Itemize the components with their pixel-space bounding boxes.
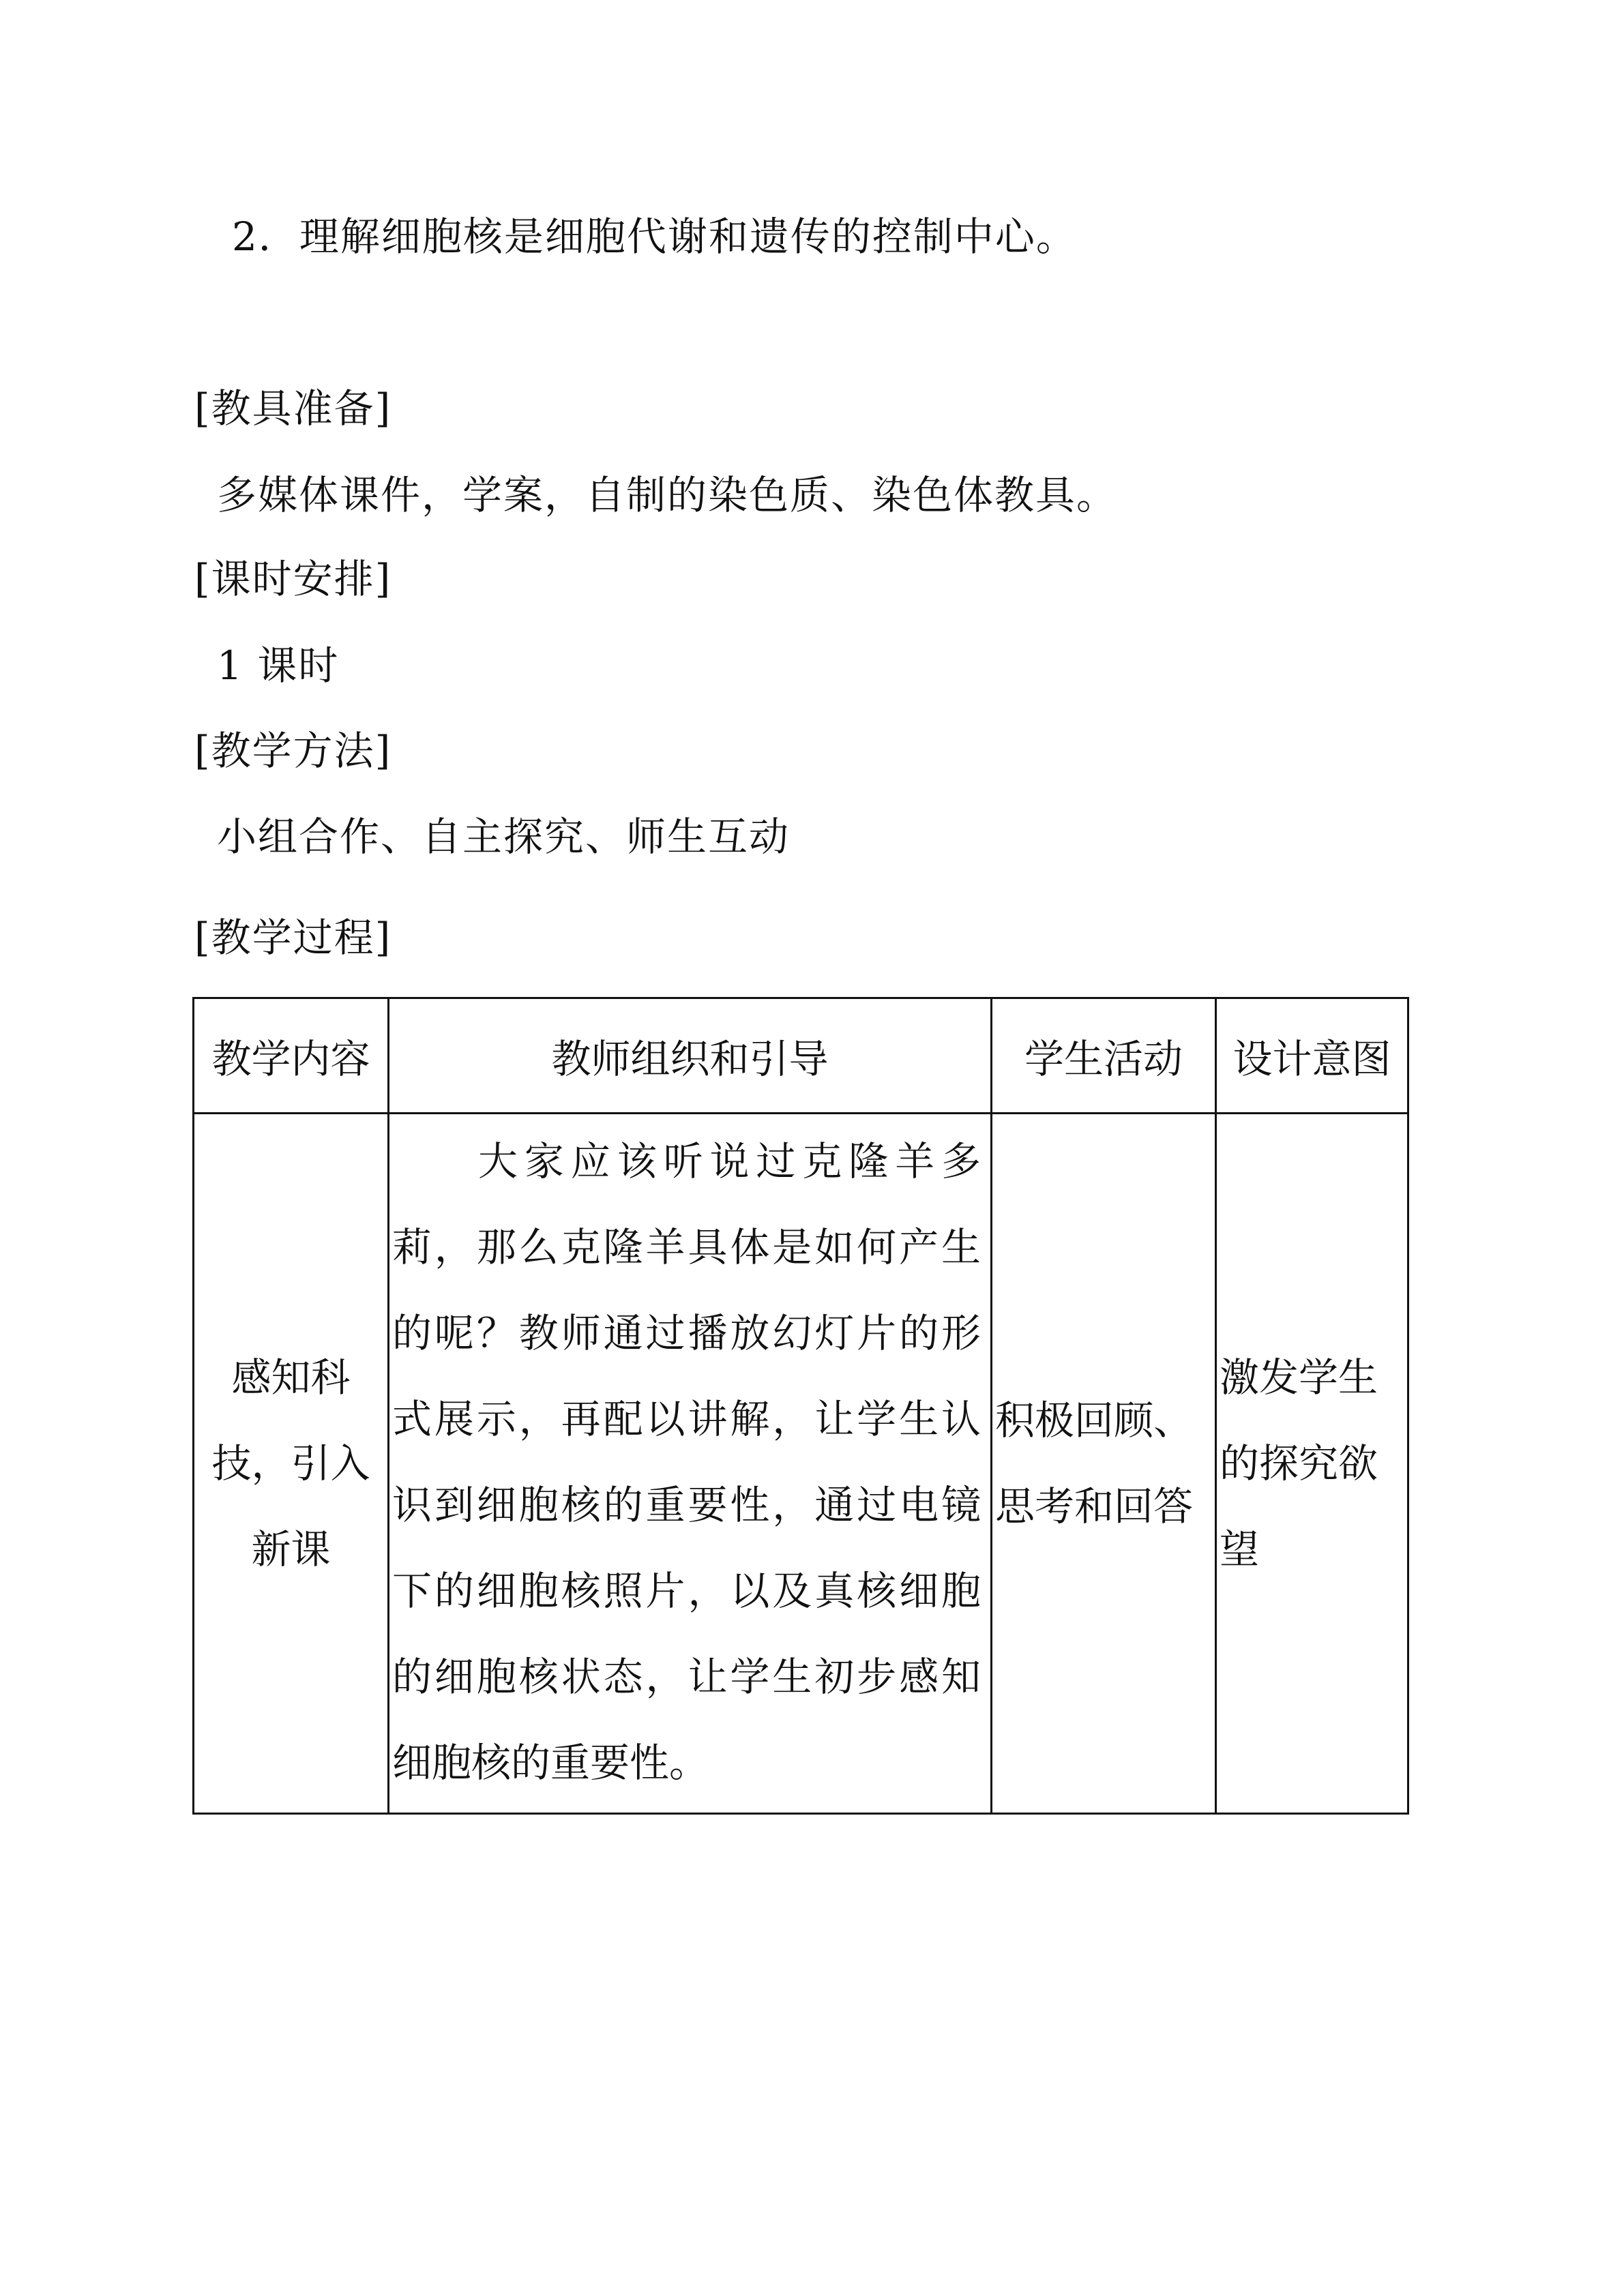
teacher-guidance-text: 大家应该听说过克隆羊多莉，那么克隆羊具体是如何产生的呢？教师通过播放幻灯片的形式展示，再配以讲解，让学生认识到细胞核的重要性，通过电镜下的细胞核照片，以及真核细胞的细胞核状态，让学生初步感知细胞核的重要性。 (392, 1138, 981, 1786)
header-design-intent: 设计意图 (1216, 998, 1408, 1114)
design-intent-text: 激发学生的探究欲望 (1220, 1354, 1378, 1572)
header-teaching-content: 教学内容 (194, 998, 389, 1114)
teaching-content-text: 感知科技，引入新课 (211, 1354, 370, 1572)
cell-student-activity (992, 1114, 1216, 1814)
learning-objective: 2．理解细胞核是细胞代谢和遗传的控制中心。 (232, 213, 1077, 260)
header-teacher-guidance: 教师组织和引导 (389, 998, 992, 1114)
teaching-process-table (192, 997, 1409, 1815)
cell-design-intent (1216, 1114, 1408, 1814)
heading-teaching-tools: [教具准备] (194, 385, 392, 432)
student-activity-text: 积极回顾、思考和回答 (995, 1397, 1194, 1530)
cell-teacher-guidance (389, 1114, 992, 1814)
teaching-method-text: 小组合作、自主探究、师生互动 (217, 814, 791, 860)
class-hours-text: 1 课时 (217, 642, 340, 689)
teaching-tools-text: 多媒体课件，学案，自制的染色质、染色体教具。 (217, 472, 1118, 518)
heading-teaching-process: [教学过程] (194, 914, 392, 961)
table-header-row (194, 998, 1408, 1114)
header-student-activity: 学生活动 (992, 998, 1216, 1114)
heading-teaching-method: [教学方法] (194, 728, 392, 774)
heading-class-hours: [课时安排] (194, 556, 392, 602)
table-row (194, 1114, 1408, 1814)
cell-teaching-content (194, 1114, 389, 1814)
